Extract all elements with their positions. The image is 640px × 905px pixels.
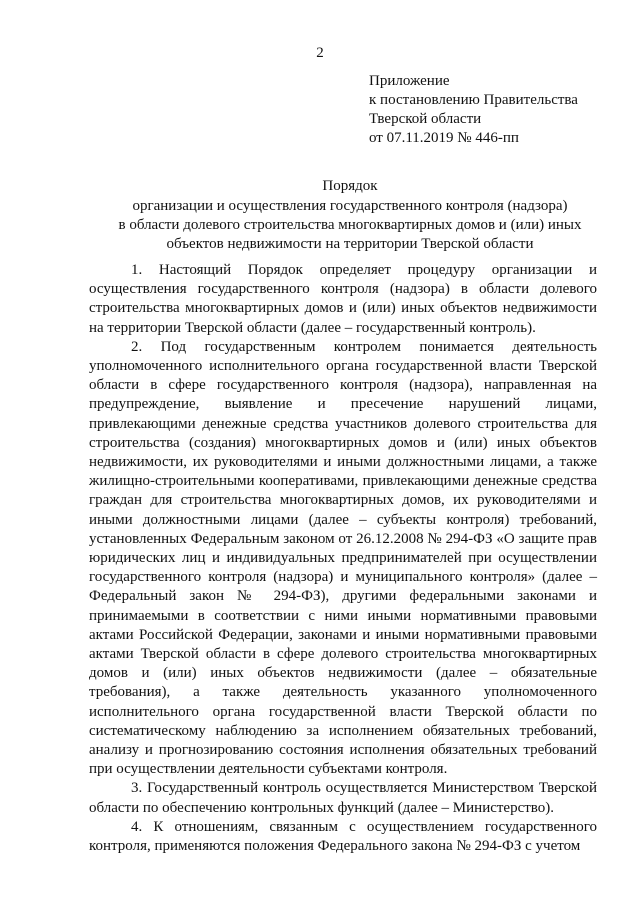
page-number: 2 xyxy=(316,45,324,61)
document-body xyxy=(89,261,597,856)
paragraph-3: 3. Государственный контроль осуществляется Министерством Тверской области по обеспечению контрольных функций (далее – Министерство). xyxy=(89,780,597,816)
document-subtitle-line-1: организации и осуществления государственного контроля (надзора) xyxy=(132,198,568,214)
document-subtitle-line-3: объектов недвижимости на территории Тверской области xyxy=(166,236,534,252)
paragraph-4: 4. К отношениям, связанным с осуществлением государственного контроля, применяются положения Федерального закона № 294-ФЗ с учетом xyxy=(89,818,597,855)
paragraph-1: 1. Настоящий Порядок определяет процедуру организации и осуществления государственного контроля (надзора) в области долевого строительства многоквартирных домов и (или) иных объектов недвижимости на территории Тверской области (далее – государственный контроль). xyxy=(89,262,597,336)
appendix-line-4: от 07.11.2019 № 446-пп xyxy=(369,130,519,146)
appendix-line-2: к постановлению Правительства xyxy=(369,92,578,108)
appendix-line-3: Тверской области xyxy=(369,111,482,127)
paragraph-2: 2. Под государственным контролем понимается деятельность уполномоченного исполнительного органа государственной власти Тверской области в сфере государственного контроля (надзора), направленная на предупреждение, выявление и пресечение нарушений лицами, привлекающими денежные средства участников долевого строительства для строительства (создания) многоквартирных домов и (или) иных объектов недвижимости, их руководителями и иными должностными лицами, а также жилищно-строительными кооперативами, привлекающими денежные средства граждан для строительства многоквартирных домов, их руководителями и иными должностными лицами (далее – субъекты контроля) требований, установленных Федеральным законом от 26.12.2008 № 294-ФЗ «О защите прав юридических лиц и индивидуальных предпринимателей при осуществлении государственного контроля (надзора) и муниципального контроля» (далее – Федеральный закон № 294-ФЗ), другими федеральными законами и принимаемыми в соответствии с ними иными нормативными правовыми актами Российской Федерации, законами и иными нормативными правовыми актами Тверской области в сфере долевого строительства многоквартирных домов и (или) иных объектов недвижимости (далее – обязательные требования), а также деятельность указанного уполномоченного исполнительного органа государственной власти Тверской области по систематическому наблюдению за исполнением обязательных требований, анализу и прогнозированию состояния исполнения обязательных требований при осуществлении деятельности субъектами контроля. xyxy=(89,338,597,778)
appendix-line-1: Приложение xyxy=(369,73,450,89)
document-subtitle-line-2: в области долевого строительства многоквартирных домов и (или) иных xyxy=(118,217,582,233)
appendix-block xyxy=(369,72,629,148)
document-title: Порядок xyxy=(322,178,378,194)
document-heading xyxy=(90,177,610,254)
